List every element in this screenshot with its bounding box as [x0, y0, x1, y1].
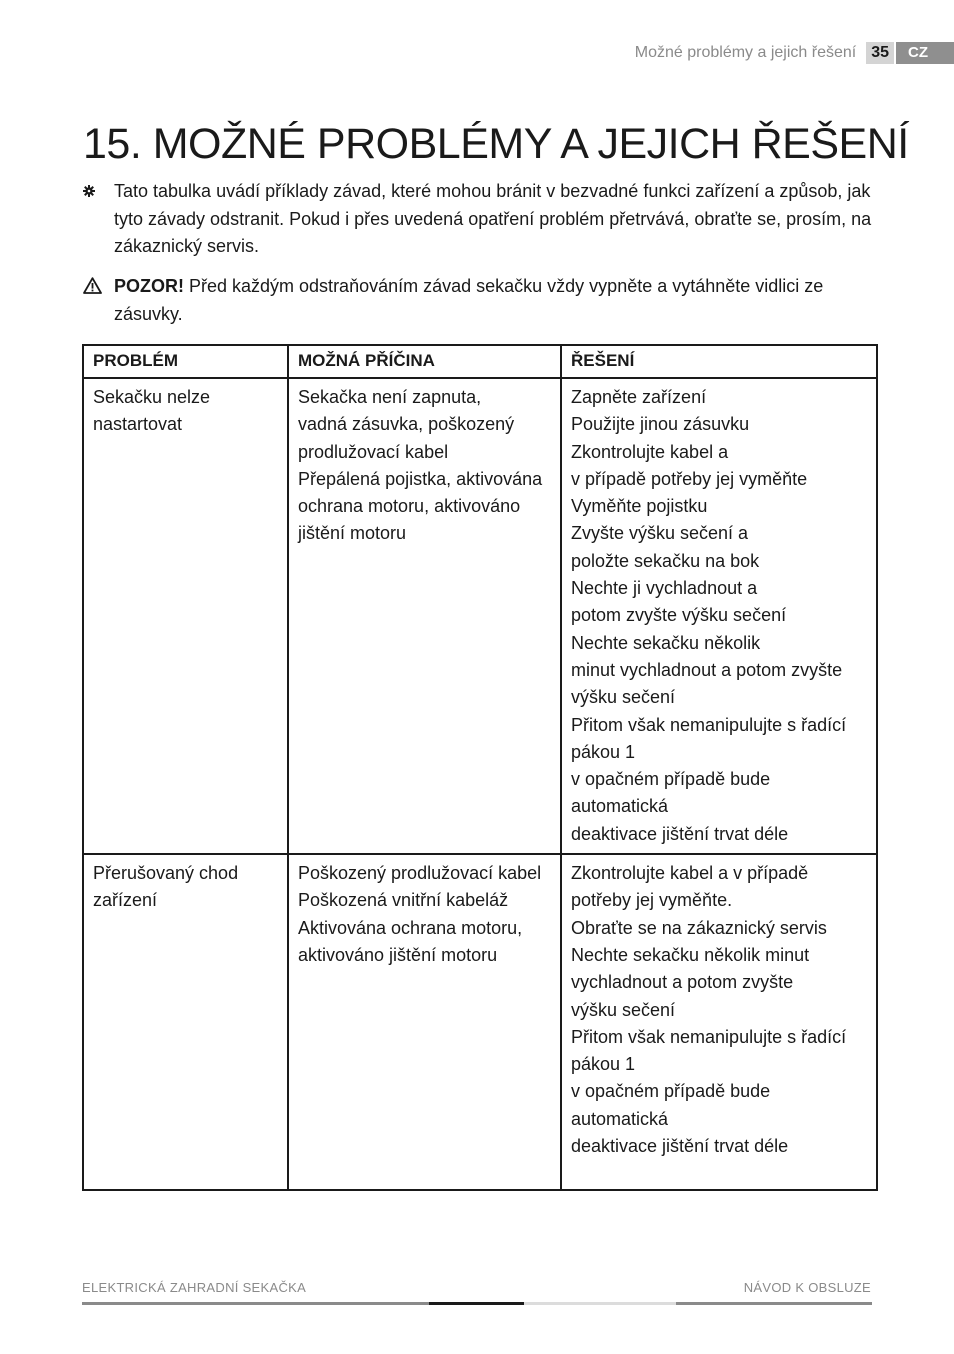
- cell-line: Přepálená pojistka, aktivována: [298, 468, 543, 489]
- warning-label: POZOR!: [114, 276, 184, 296]
- cell-line: automatická: [571, 796, 669, 817]
- cell-line: Nechte sekačku několik minut: [571, 944, 810, 965]
- cell-line: deaktivace jištění trvat déle: [571, 823, 789, 844]
- cell-solution: [561, 378, 877, 854]
- intro-text: Tato tabulka uvádí příklady závad, které mohou bránit v bezvadné funkci zařízení a způsob, jak tyto závady odstranit. Pokud i přes uvedená opatření problém přetrvává, obraťte se, prosím, na zákaznický servis.: [114, 181, 872, 256]
- cell-solution: [561, 854, 877, 1190]
- cell-line: deaktivace jištění trvat déle: [571, 1136, 789, 1157]
- cell-line: prodlužovací kabel: [298, 441, 449, 462]
- cell-line: Obraťte se na zákaznický servis: [571, 917, 827, 938]
- cell-line: Vyměňte pojistku: [571, 496, 708, 517]
- cell-line: Přitom však nemanipulujte s řadící: [571, 1026, 847, 1047]
- cell-line: vychladnout a potom zvyšte: [571, 972, 794, 993]
- cell-line: Poškozený prodlužovací kabel: [298, 863, 542, 884]
- cell-cause: [288, 854, 561, 1190]
- cell-line: výšku sečení: [571, 999, 676, 1020]
- cell-line: v opačném případě bude: [571, 769, 771, 790]
- cell-line: položte sekačku na bok: [571, 550, 760, 571]
- intro-paragraph: [83, 178, 873, 261]
- cell-line: Zapněte zařízení: [571, 387, 707, 407]
- cell-line: v opačném případě bude: [571, 1081, 771, 1102]
- table-body: [83, 378, 877, 1190]
- cell-line: minut vychladnout a potom zvyšte: [571, 659, 843, 680]
- running-header: [635, 42, 954, 64]
- cell-line: Přerušovaný chod: [93, 863, 239, 884]
- table-row: [83, 854, 877, 1190]
- cell-line: Nechte ji vychladnout a: [571, 578, 758, 599]
- troubleshooting-table: [82, 344, 878, 1191]
- warning-notice: [83, 273, 873, 328]
- cell-line: v případě potřeby jej vyměňte: [571, 468, 808, 489]
- cell-line: ochrana motoru, aktivováno: [298, 496, 521, 517]
- cell-line: Zvyšte výšku sečení a: [571, 523, 749, 544]
- cell-problem: [83, 378, 288, 854]
- gear-bullet-icon: [83, 178, 114, 202]
- cell-line: Poškozená vnitřní kabeláž: [298, 890, 509, 911]
- cell-problem: [83, 854, 288, 1190]
- column-header-solution: ŘEŠENÍ: [561, 345, 877, 378]
- warning-triangle-icon: [83, 273, 114, 299]
- cell-line: vadná zásuvka, poškozený: [298, 414, 515, 435]
- cell-line: Sekačku nelze: [93, 387, 211, 407]
- cell-line: zařízení: [93, 890, 158, 911]
- column-header-cause: MOŽNÁ PŘÍČINA: [288, 345, 561, 378]
- column-header-problem: PROBLÉM: [83, 345, 288, 378]
- header-title: Možné problémy a jejich řešení: [634, 44, 857, 61]
- cell-line: automatická: [571, 1108, 669, 1129]
- cell-line: Zkontrolujte kabel a v případě: [571, 863, 809, 884]
- page-title: 15. MOŽNÉ PROBLÉMY A JEJICH ŘEŠENÍ: [83, 120, 909, 168]
- cell-line: Nechte sekačku několik: [571, 632, 761, 653]
- footer-divider: [82, 1302, 872, 1305]
- warning-text: [114, 273, 873, 328]
- table-row: [83, 378, 877, 854]
- cell-line: Použijte jinou zásuvku: [571, 414, 750, 435]
- cell-line: potřeby jej vyměňte.: [571, 890, 733, 911]
- cell-line: Přitom však nemanipulujte s řadící: [571, 714, 847, 735]
- cell-line: výšku sečení: [571, 687, 676, 708]
- cell-line: Sekačka není zapnuta,: [298, 387, 482, 407]
- cell-line: Zkontrolujte kabel a: [571, 441, 729, 462]
- page-number: 35: [866, 42, 894, 64]
- cell-line: pákou 1: [571, 741, 636, 762]
- cell-line: potom zvyšte výšku sečení: [571, 605, 787, 626]
- footer-manual-name: NÁVOD K OBSLUZE: [743, 1280, 871, 1295]
- cell-cause: [288, 378, 561, 854]
- cell-line: jištění motoru: [298, 523, 407, 544]
- language-tag: CZ: [896, 42, 954, 64]
- footer-product-name: ELEKTRICKÁ ZAHRADNÍ SEKAČKA: [82, 1280, 307, 1295]
- table-header-row: [83, 345, 877, 378]
- cell-line: nastartovat: [93, 414, 183, 435]
- cell-line: aktivováno jištění motoru: [298, 944, 498, 965]
- cell-line: Aktivována ochrana motoru,: [298, 917, 523, 938]
- cell-line: pákou 1: [571, 1054, 636, 1075]
- warning-body: Před každým odstraňováním závad sekačku vždy vypněte a vytáhněte vidlici ze zásuvky.: [114, 276, 824, 324]
